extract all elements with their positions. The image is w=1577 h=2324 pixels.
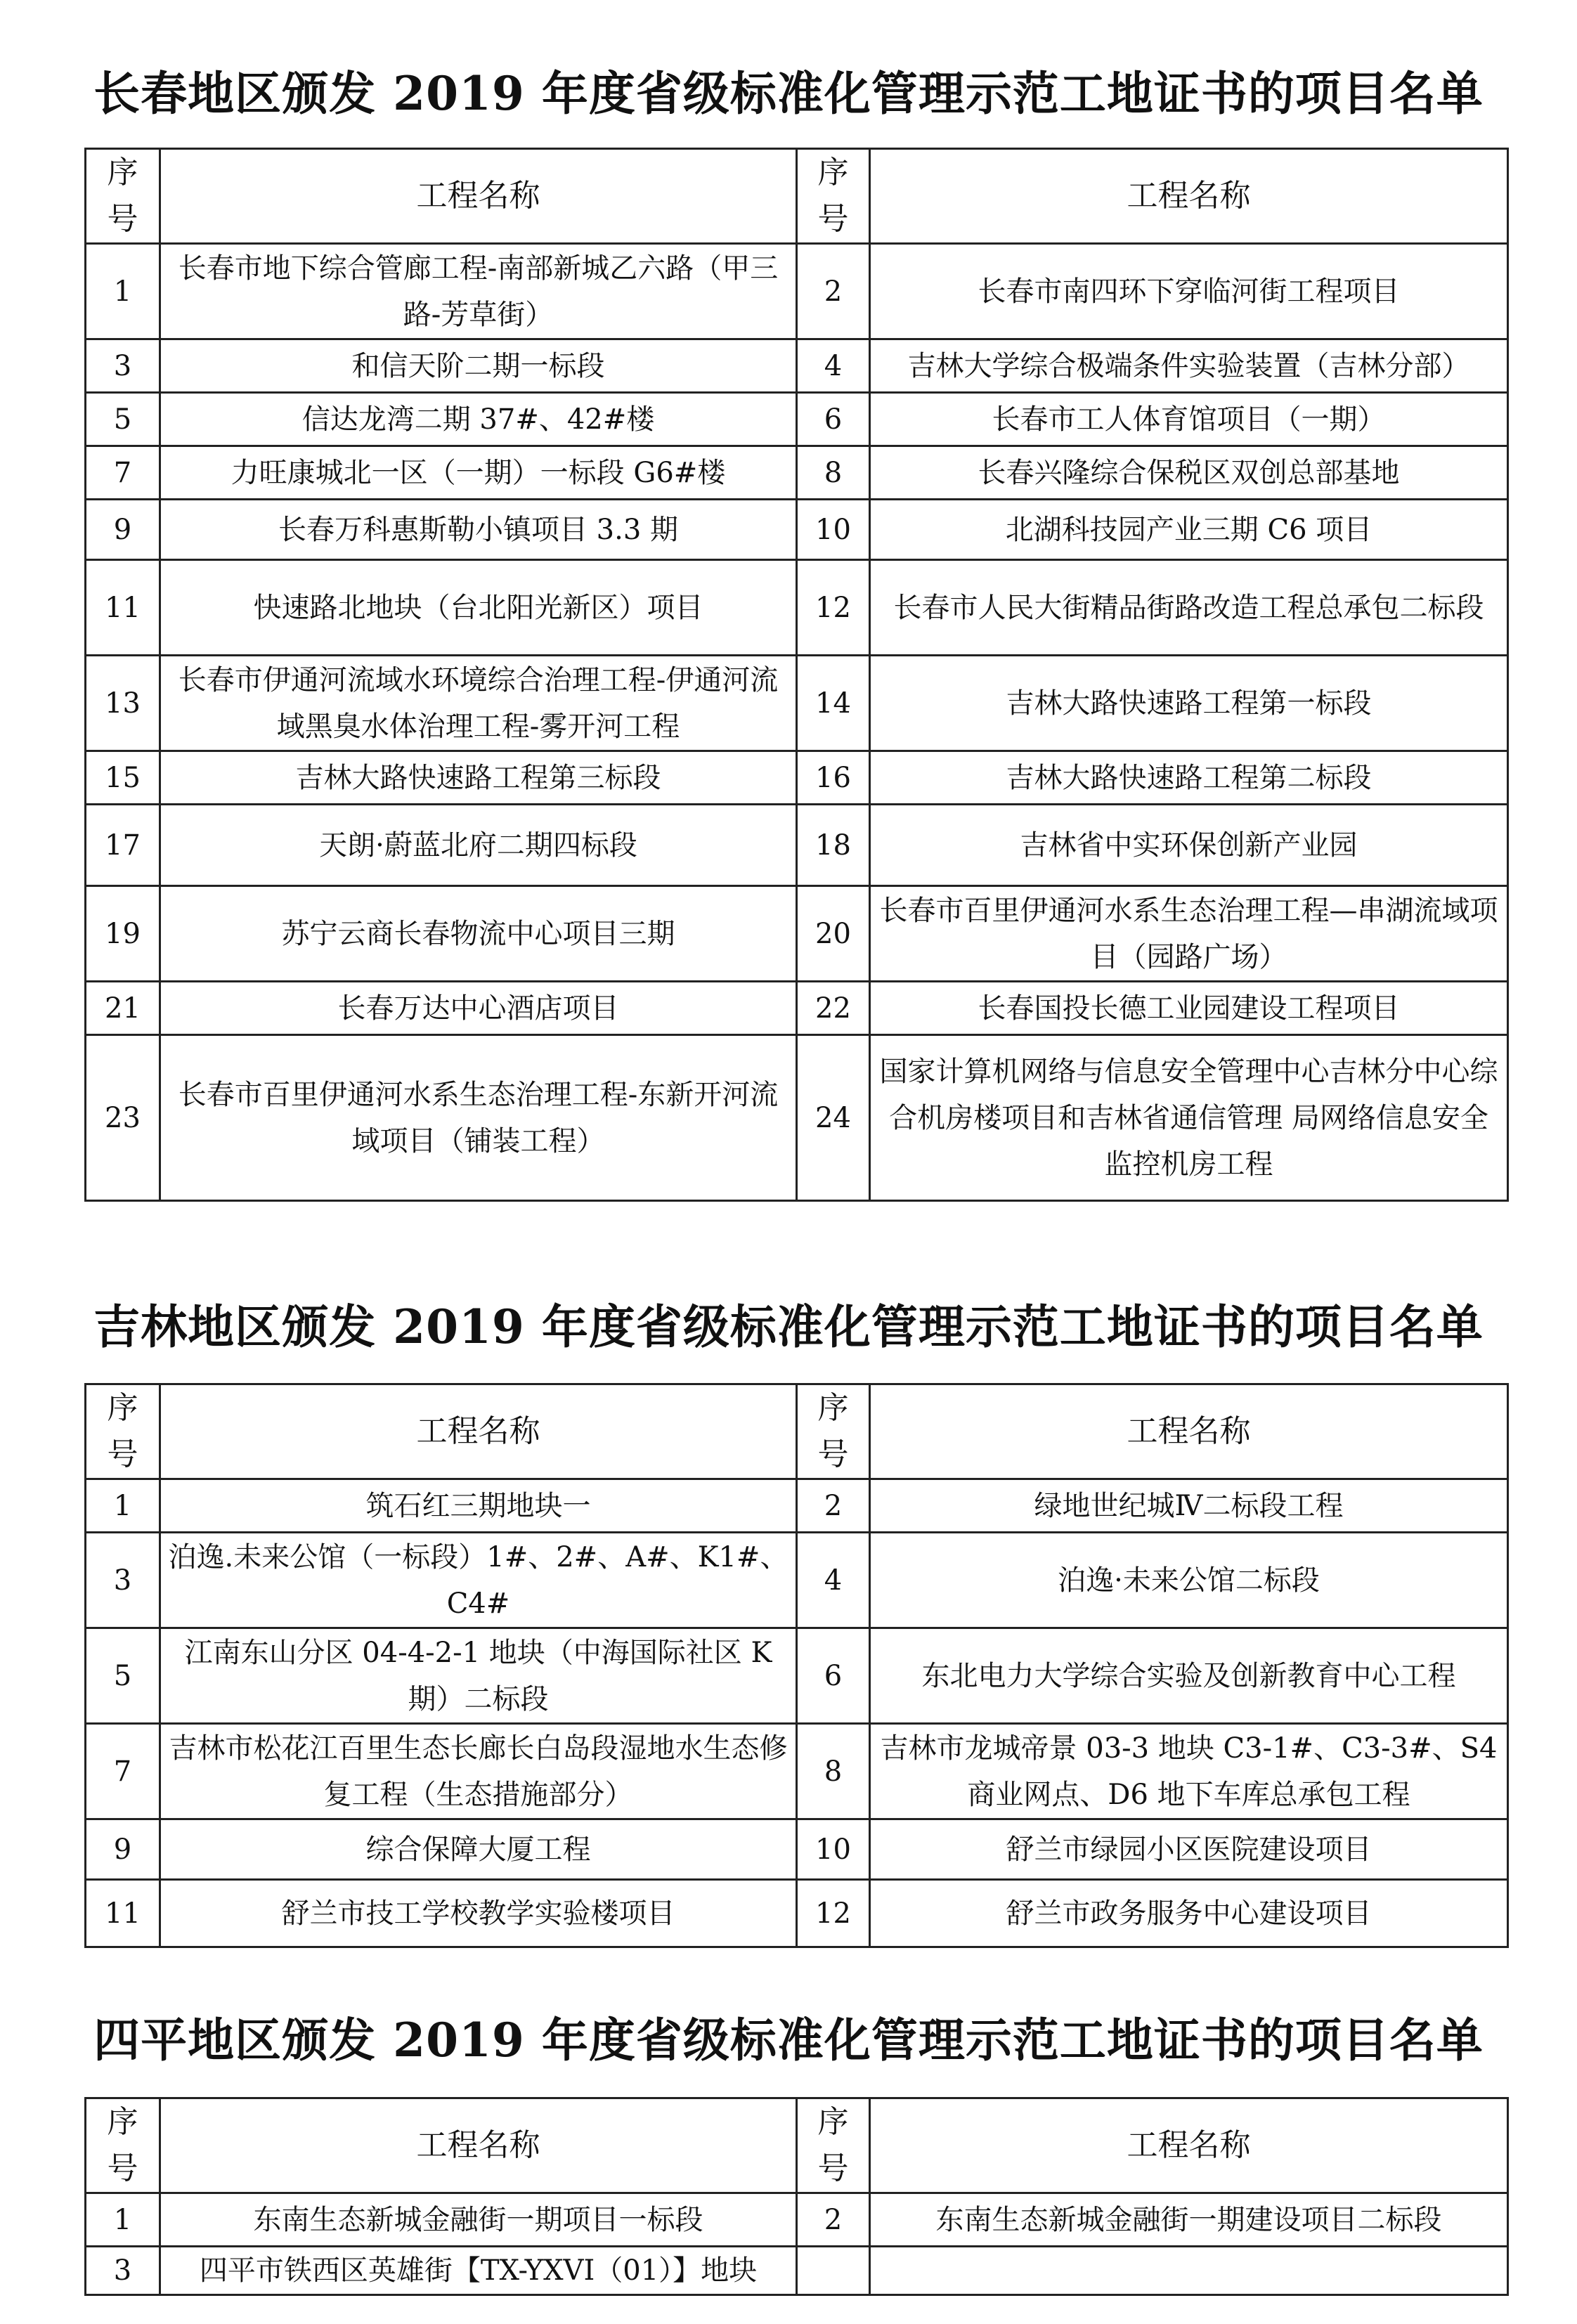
project-name-right-cell: 北湖科技园产业三期 C6 项目 <box>870 500 1508 560</box>
header-seq-left: 序号 <box>86 149 160 244</box>
project-name-left-cell: 天朗·蔚蓝北府二期四标段 <box>160 805 797 886</box>
table-row <box>86 500 1508 560</box>
seq-right-cell: 2 <box>797 244 870 339</box>
table-row <box>86 656 1508 751</box>
seq-left-cell: 13 <box>86 656 160 751</box>
seq-left-cell: 11 <box>86 1880 160 1947</box>
project-name-left-cell: 长春万科惠斯勒小镇项目 3.3 期 <box>160 500 797 560</box>
project-name-right-cell: 国家计算机网络与信息安全管理中心吉林分中心综合机房楼项目和吉林省通信管理 局网络信息安全监控机房工程 <box>870 1035 1508 1201</box>
seq-right-cell: 8 <box>797 1724 870 1819</box>
table-row <box>86 1533 1508 1628</box>
seq-right-cell: 14 <box>797 656 870 751</box>
table-row <box>86 805 1508 886</box>
header-seq-left: 序号 <box>86 1384 160 1479</box>
project-name-right-cell: 东南生态新城金融街一期建设项目二标段 <box>870 2193 1508 2247</box>
seq-right-cell: 18 <box>797 805 870 886</box>
table-row <box>86 1819 1508 1880</box>
seq-right-cell: 2 <box>797 2193 870 2247</box>
seq-left-cell: 5 <box>86 393 160 446</box>
project-name-left-cell: 快速路北地块（台北阳光新区）项目 <box>160 560 797 656</box>
table-row <box>86 393 1508 446</box>
seq-left-cell: 7 <box>86 1724 160 1819</box>
project-name-left-cell: 苏宁云商长春物流中心项目三期 <box>160 886 797 982</box>
header-name-left: 工程名称 <box>160 1384 797 1479</box>
table-row <box>86 339 1508 393</box>
project-name-right-cell: 吉林大路快速路工程第二标段 <box>870 751 1508 805</box>
seq-left-cell: 23 <box>86 1035 160 1201</box>
project-name-left-cell: 泊逸.未来公馆（一标段）1#、2#、A#、K1#、C4# <box>160 1533 797 1628</box>
seq-right-cell: 6 <box>797 393 870 446</box>
seq-left-cell: 17 <box>86 805 160 886</box>
project-name-right-cell: 舒兰市政务服务中心建设项目 <box>870 1880 1508 1947</box>
header-name-right: 工程名称 <box>870 2098 1508 2193</box>
project-name-right-cell: 吉林省中实环保创新产业园 <box>870 805 1508 886</box>
seq-left-cell: 3 <box>86 1533 160 1628</box>
seq-left-cell: 3 <box>86 2247 160 2295</box>
seq-left-cell: 7 <box>86 446 160 500</box>
table-row <box>86 1724 1508 1819</box>
project-name-right-cell: 吉林大学综合极端条件实验装置（吉林分部） <box>870 339 1508 393</box>
header-name-right: 工程名称 <box>870 1384 1508 1479</box>
seq-right-cell: 20 <box>797 886 870 982</box>
seq-right-cell: 8 <box>797 446 870 500</box>
table-row <box>86 560 1508 656</box>
project-name-right-cell: 吉林大路快速路工程第一标段 <box>870 656 1508 751</box>
project-name-right-cell: 东北电力大学综合实验及创新教育中心工程 <box>870 1628 1508 1724</box>
section-title-siping: 四平地区颁发 2019 年度省级标准化管理示范工地证书的项目名单 <box>93 2013 1484 2067</box>
project-name-left-cell: 长春市伊通河流域水环境综合治理工程-伊通河流域黑臭水体治理工程-雾开河工程 <box>160 656 797 751</box>
project-name-left-cell: 吉林市松花江百里生态长廊长白岛段湿地水生态修复工程（生态措施部分） <box>160 1724 797 1819</box>
project-name-left-cell: 和信天阶二期一标段 <box>160 339 797 393</box>
table-row <box>86 1628 1508 1724</box>
seq-left-cell: 15 <box>86 751 160 805</box>
header-name-right: 工程名称 <box>870 149 1508 244</box>
project-name-left-cell: 筑石红三期地块一 <box>160 1479 797 1533</box>
table-row <box>86 446 1508 500</box>
seq-right-cell: 4 <box>797 1533 870 1628</box>
table-row <box>86 886 1508 982</box>
seq-left-cell: 9 <box>86 500 160 560</box>
header-name-left: 工程名称 <box>160 149 797 244</box>
project-name-right-cell: 吉林市龙城帝景 03-3 地块 C3-1#、C3-3#、S4 商业网点、D6 地下车库总承包工程 <box>870 1724 1508 1819</box>
project-name-right-cell: 长春兴隆综合保税区双创总部基地 <box>870 446 1508 500</box>
seq-right-cell: 2 <box>797 1479 870 1533</box>
table-header-row <box>86 2098 1508 2193</box>
table-row <box>86 1880 1508 1947</box>
project-name-right-cell: 绿地世纪城Ⅳ二标段工程 <box>870 1479 1508 1533</box>
project-name-right-cell: 长春市百里伊通河水系生态治理工程—串湖流域项目（园路广场） <box>870 886 1508 982</box>
seq-left-cell: 11 <box>86 560 160 656</box>
seq-right-cell: 22 <box>797 982 870 1035</box>
project-name-left-cell: 长春市地下综合管廊工程-南部新城乙六路（甲三路-芳草街） <box>160 244 797 339</box>
project-name-left-cell: 江南东山分区 04-4-2-1 地块（中海国际社区 K 期）二标段 <box>160 1628 797 1724</box>
seq-left-cell: 19 <box>86 886 160 982</box>
project-name-right-cell: 泊逸·未来公馆二标段 <box>870 1533 1508 1628</box>
seq-left-cell: 1 <box>86 1479 160 1533</box>
project-name-left-cell: 长春万达中心酒店项目 <box>160 982 797 1035</box>
header-seq-right: 序号 <box>797 1384 870 1479</box>
project-name-left-cell: 四平市铁西区英雄街【TX-YXVI（01）】地块 <box>160 2247 797 2295</box>
project-name-right-cell: 舒兰市绿园小区医院建设项目 <box>870 1819 1508 1880</box>
seq-right-cell: 16 <box>797 751 870 805</box>
project-name-left-cell: 综合保障大厦工程 <box>160 1819 797 1880</box>
project-name-left-cell: 信达龙湾二期 37#、42#楼 <box>160 393 797 446</box>
seq-left-cell: 3 <box>86 339 160 393</box>
seq-right-cell: 10 <box>797 500 870 560</box>
seq-left-cell: 1 <box>86 2193 160 2247</box>
seq-left-cell: 21 <box>86 982 160 1035</box>
seq-right-cell: 10 <box>797 1819 870 1880</box>
table-row <box>86 244 1508 339</box>
header-seq-right: 序号 <box>797 149 870 244</box>
section-title-jilin: 吉林地区颁发 2019 年度省级标准化管理示范工地证书的项目名单 <box>93 1299 1484 1354</box>
project-name-right-cell: 长春国投长德工业园建设工程项目 <box>870 982 1508 1035</box>
project-name-left-cell: 东南生态新城金融街一期项目一标段 <box>160 2193 797 2247</box>
project-name-left-cell: 舒兰市技工学校教学实验楼项目 <box>160 1880 797 1947</box>
table-row <box>86 1035 1508 1201</box>
project-name-right-cell: 长春市工人体育馆项目（一期） <box>870 393 1508 446</box>
seq-right-cell <box>797 2247 870 2295</box>
seq-left-cell: 9 <box>86 1819 160 1880</box>
table-header-row <box>86 149 1508 244</box>
header-seq-right: 序号 <box>797 2098 870 2193</box>
table-row <box>86 751 1508 805</box>
table-row <box>86 2247 1508 2295</box>
header-name-left: 工程名称 <box>160 2098 797 2193</box>
seq-right-cell: 24 <box>797 1035 870 1201</box>
seq-right-cell: 4 <box>797 339 870 393</box>
header-seq-left: 序号 <box>86 2098 160 2193</box>
project-name-left-cell: 力旺康城北一区（一期）一标段 G6#楼 <box>160 446 797 500</box>
project-name-right-cell: 长春市南四环下穿临河街工程项目 <box>870 244 1508 339</box>
table-row <box>86 1479 1508 1533</box>
seq-right-cell: 6 <box>797 1628 870 1724</box>
seq-right-cell: 12 <box>797 560 870 656</box>
table-header-row <box>86 1384 1508 1479</box>
table-row <box>86 982 1508 1035</box>
section-title-changchun: 长春地区颁发 2019 年度省级标准化管理示范工地证书的项目名单 <box>93 66 1484 121</box>
project-table-changchun <box>84 148 1509 1202</box>
seq-left-cell: 1 <box>86 244 160 339</box>
seq-right-cell: 12 <box>797 1880 870 1947</box>
seq-left-cell: 5 <box>86 1628 160 1724</box>
project-name-right-cell <box>870 2247 1508 2295</box>
table-row <box>86 2193 1508 2247</box>
project-name-right-cell: 长春市人民大街精品街路改造工程总承包二标段 <box>870 560 1508 656</box>
project-name-left-cell: 长春市百里伊通河水系生态治理工程-东新开河流域项目（铺装工程） <box>160 1035 797 1201</box>
project-table-jilin <box>84 1383 1509 1948</box>
project-table-siping <box>84 2097 1509 2296</box>
project-name-left-cell: 吉林大路快速路工程第三标段 <box>160 751 797 805</box>
